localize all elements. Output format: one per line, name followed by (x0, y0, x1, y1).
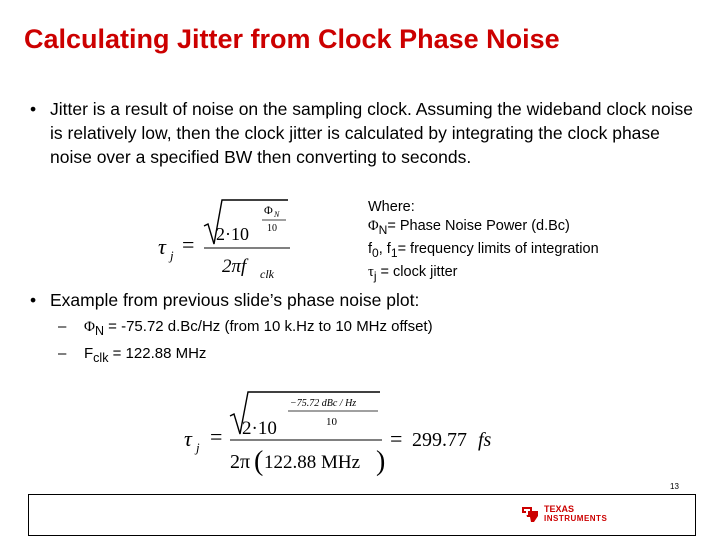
f1-sub: 1 (390, 245, 398, 260)
where-frequency-limits (368, 240, 599, 263)
formula-phi-sub: N (274, 210, 280, 219)
bullet-symbol: • (30, 99, 37, 119)
slide-title: Calculating Jitter from Clock Phase Noise (24, 24, 560, 54)
formula-two-pi: 2π (230, 451, 251, 473)
phi-symbol: Φ (368, 218, 379, 234)
bullet-text: Jitter is a result of noise on the sampling clock. Assuming the wideband clock noise is relatively low, then the clock jitter is calculated by integrating the clock phase noise over a specified BW then converting to seconds. (50, 99, 693, 167)
tau-sub: j (373, 268, 377, 283)
jitter-formula (150, 196, 300, 286)
where-legend (368, 198, 599, 286)
formula-denominator: 2πf (222, 256, 247, 277)
tau-symbol: τ (368, 263, 374, 280)
formula-tau-sub: j (170, 248, 174, 263)
close-paren: ) (376, 446, 386, 477)
bullet-jitter-definition (30, 97, 700, 169)
fclk-symbol: F (84, 345, 94, 362)
formula-exp-den: 10 (267, 223, 277, 234)
tau-desc: = clock jitter (376, 263, 458, 280)
ti-logo-text (544, 505, 607, 523)
bullet-symbol: • (30, 290, 37, 310)
formula-equals: = (182, 232, 195, 257)
ti-logo-line2: INSTRUMENTS (544, 514, 608, 523)
formula-den-value: 122.88 MHz (264, 452, 361, 473)
formula-two-ten: 2·10 (242, 418, 277, 439)
sub-dash: – (58, 318, 67, 335)
formula-unit: fs (478, 429, 492, 451)
ti-logo-icon (520, 504, 540, 524)
page-number: 13 (670, 482, 679, 491)
f0-sub: 0 (372, 245, 379, 260)
phi-desc: = Phase Noise Power (d.Bc) (387, 218, 570, 234)
where-heading: Where: (368, 199, 415, 215)
where-clock-jitter (368, 263, 599, 286)
where-phase-noise (368, 217, 599, 240)
formula-den-sub: clk (260, 267, 274, 281)
formula-tau-sub: j (196, 440, 200, 455)
jitter-example-formula (180, 388, 510, 478)
phi-sub: N (94, 324, 104, 338)
formula-result: 299.77 (412, 429, 467, 451)
f-desc: = frequency limits of integration (397, 240, 599, 257)
formula-two-ten: 2·10 (216, 224, 249, 244)
f1: , f (378, 240, 391, 257)
formula-tau: τ (184, 426, 192, 451)
formula-equals2: = (390, 426, 403, 451)
ti-logo (520, 504, 607, 524)
open-paren: ( (254, 446, 264, 477)
formula-exp-den: 10 (326, 416, 337, 428)
formula-equals: = (210, 424, 223, 449)
phi-sub: N (378, 222, 388, 237)
formula-tau: τ (158, 234, 166, 259)
sub-item-clock-freq (58, 345, 206, 365)
sub-item-phase-noise (58, 318, 433, 338)
formula-exp-num: −75.72 dBc / Hz (290, 398, 357, 409)
f0: f (368, 240, 373, 257)
bullet-text: Example from previous slide’s phase noise plot: (50, 290, 420, 310)
sub-text: = 122.88 MHz (108, 345, 207, 362)
bullet-example (30, 290, 419, 311)
fclk-sub: clk (93, 351, 109, 365)
sub-dash: – (58, 345, 67, 362)
ti-logo-line1: TEXAS (544, 504, 575, 514)
phi-symbol: Φ (84, 319, 95, 335)
formula-phi: Φ (264, 203, 273, 217)
sub-text: = -75.72 d.Bc/Hz (from 10 k.Hz to 10 MHz offset) (104, 318, 433, 335)
